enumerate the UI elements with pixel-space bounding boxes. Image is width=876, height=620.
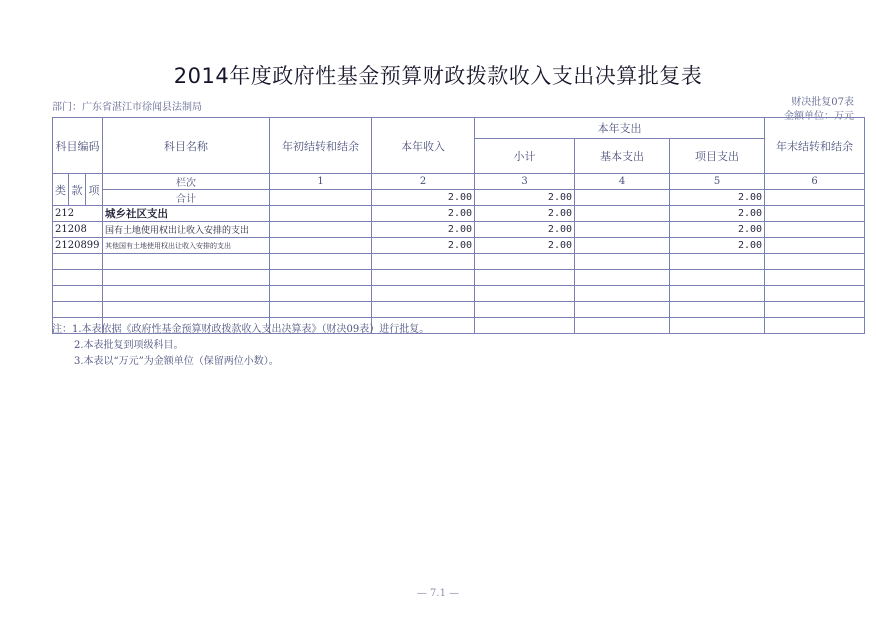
column-label: 栏次 (103, 174, 270, 190)
table-row (53, 222, 865, 238)
budget-table (52, 117, 865, 334)
row-code: 2120899 (53, 238, 103, 254)
row-income: 2.00 (372, 206, 475, 222)
row-ending (765, 238, 865, 254)
row-beginning (270, 238, 372, 254)
row-code: 21208 (53, 222, 103, 238)
row-project: 2.00 (670, 206, 765, 222)
note-line: 3.本表以“万元”为金额单位（保留两位小数）。 (74, 356, 279, 367)
empty-row (53, 254, 865, 270)
table-row (53, 206, 865, 222)
total-project: 2.00 (670, 190, 765, 206)
note-line: 2.本表批复到项级科目。 (74, 340, 184, 351)
row-income: 2.00 (372, 238, 475, 254)
row-ending (765, 222, 865, 238)
header-ending-balance: 年末结转和结余 (765, 118, 865, 174)
header-row-1 (53, 118, 865, 139)
department-label: 部门：广东省湛江市徐闻县法制局 (52, 102, 202, 113)
row-name: 其他国有土地使用权出让收入安排的支出 (103, 238, 270, 254)
total-row (53, 190, 865, 206)
col-number-2: 2 (372, 174, 475, 190)
row-beginning (270, 222, 372, 238)
row-ending (765, 206, 865, 222)
header-project-expense: 项目支出 (670, 139, 765, 174)
row-basic (575, 206, 670, 222)
note-line: 注：1.本表依据《政府性基金预算财政拨款收入支出决算表》（财决09表）进行批复。 (52, 324, 430, 335)
header-subject-name: 科目名称 (103, 118, 270, 174)
row-income: 2.00 (372, 222, 475, 238)
header-class: 类 (53, 174, 69, 206)
row-basic (575, 238, 670, 254)
form-number: 财决批复07表 (791, 97, 854, 108)
row-subtotal: 2.00 (475, 238, 575, 254)
page-number: — 7.1 — (416, 588, 460, 599)
header-kuan: 款 (69, 174, 86, 206)
col-number-4: 4 (575, 174, 670, 190)
row-subtotal: 2.00 (475, 206, 575, 222)
col-number-5: 5 (670, 174, 765, 190)
notes (52, 322, 429, 370)
row-code: 212 (53, 206, 103, 222)
column-number-row (53, 174, 865, 190)
row-project: 2.00 (670, 222, 765, 238)
empty-row (53, 286, 865, 302)
amount-unit: 金额单位：万元 (784, 111, 854, 122)
header-subtotal: 小计 (475, 139, 575, 174)
row-beginning (270, 206, 372, 222)
total-subtotal: 2.00 (475, 190, 575, 206)
row-subtotal: 2.00 (475, 222, 575, 238)
row-project: 2.00 (670, 238, 765, 254)
col-number-1: 1 (270, 174, 372, 190)
total-basic (575, 190, 670, 206)
total-label: 合计 (103, 190, 270, 206)
header-subject-code: 科目编码 (53, 118, 103, 174)
row-name: 城乡社区支出 (103, 206, 270, 222)
row-basic (575, 222, 670, 238)
total-beginning (270, 190, 372, 206)
page-title: 2014年度政府性基金预算财政拨款收入支出决算批复表 (173, 64, 703, 88)
header-basic-expense: 基本支出 (575, 139, 670, 174)
empty-row (53, 270, 865, 286)
total-ending (765, 190, 865, 206)
total-income: 2.00 (372, 190, 475, 206)
empty-row (53, 302, 865, 318)
table-row (53, 238, 865, 254)
row-name: 国有土地使用权出让收入安排的支出 (103, 222, 270, 238)
header-current-expense: 本年支出 (475, 118, 765, 139)
header-xiang: 项 (86, 174, 103, 206)
col-number-6: 6 (765, 174, 865, 190)
header-current-income: 本年收入 (372, 118, 475, 174)
header-beginning-balance: 年初结转和结余 (270, 118, 372, 174)
col-number-3: 3 (475, 174, 575, 190)
